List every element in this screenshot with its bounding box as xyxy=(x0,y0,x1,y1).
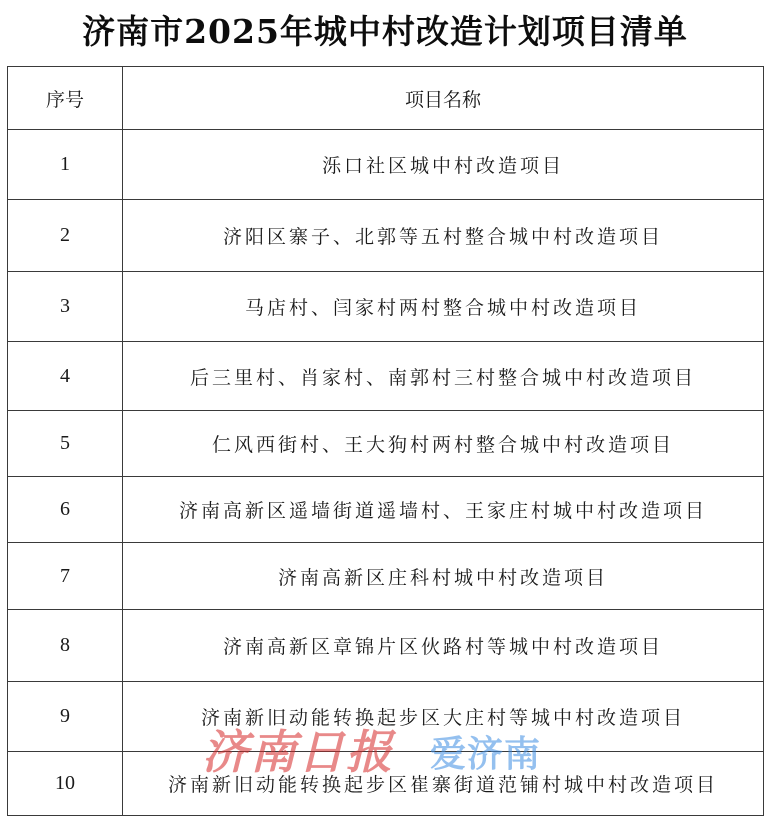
row-number: 6 xyxy=(8,477,123,543)
document-title: 济南市2025年城中村改造计划项目清单 xyxy=(82,12,688,51)
table-row xyxy=(8,682,764,752)
table-row xyxy=(8,543,764,610)
table-row xyxy=(8,411,764,477)
row-project-name: 济南高新区遥墙街道遥墙村、王家庄村城中村改造项目 xyxy=(123,477,764,543)
row-project-name: 济南新旧动能转换起步区崔寨街道范铺村城中村改造项目 xyxy=(123,752,764,816)
table-row xyxy=(8,272,764,342)
newspaper-logo: 济南日报 xyxy=(202,725,394,779)
table-row xyxy=(8,200,764,272)
table-row xyxy=(8,477,764,543)
table-row xyxy=(8,342,764,411)
row-project-name: 泺口社区城中村改造项目 xyxy=(123,130,764,200)
row-number: 5 xyxy=(8,411,123,477)
row-project-name: 后三里村、肖家村、南郭村三村整合城中村改造项目 xyxy=(123,342,764,411)
row-number: 4 xyxy=(8,342,123,411)
row-project-name: 仁风西街村、王大狗村两村整合城中村改造项目 xyxy=(123,411,764,477)
app-logo: 爱济南 xyxy=(430,734,542,775)
table-row xyxy=(8,130,764,200)
row-project-name: 济南新旧动能转换起步区大庄村等城中村改造项目 xyxy=(123,682,764,752)
row-number: 10 xyxy=(8,752,123,816)
table-header-row xyxy=(8,67,764,130)
row-number: 9 xyxy=(8,682,123,752)
row-number: 3 xyxy=(8,272,123,342)
row-project-name: 济南高新区章锦片区伙路村等城中村改造项目 xyxy=(123,610,764,682)
row-number: 1 xyxy=(8,130,123,200)
row-number: 7 xyxy=(8,543,123,610)
row-number: 8 xyxy=(8,610,123,682)
header-project-name: 项目名称 xyxy=(123,67,764,130)
row-project-name: 济阳区寨子、北郭等五村整合城中村改造项目 xyxy=(123,200,764,272)
project-list-table xyxy=(7,66,764,816)
table-row xyxy=(8,610,764,682)
row-project-name: 济南高新区庄科村城中村改造项目 xyxy=(123,543,764,610)
table-row xyxy=(8,752,764,816)
header-number: 序号 xyxy=(8,67,123,130)
row-number: 2 xyxy=(8,200,123,272)
row-project-name: 马店村、闫家村两村整合城中村改造项目 xyxy=(123,272,764,342)
